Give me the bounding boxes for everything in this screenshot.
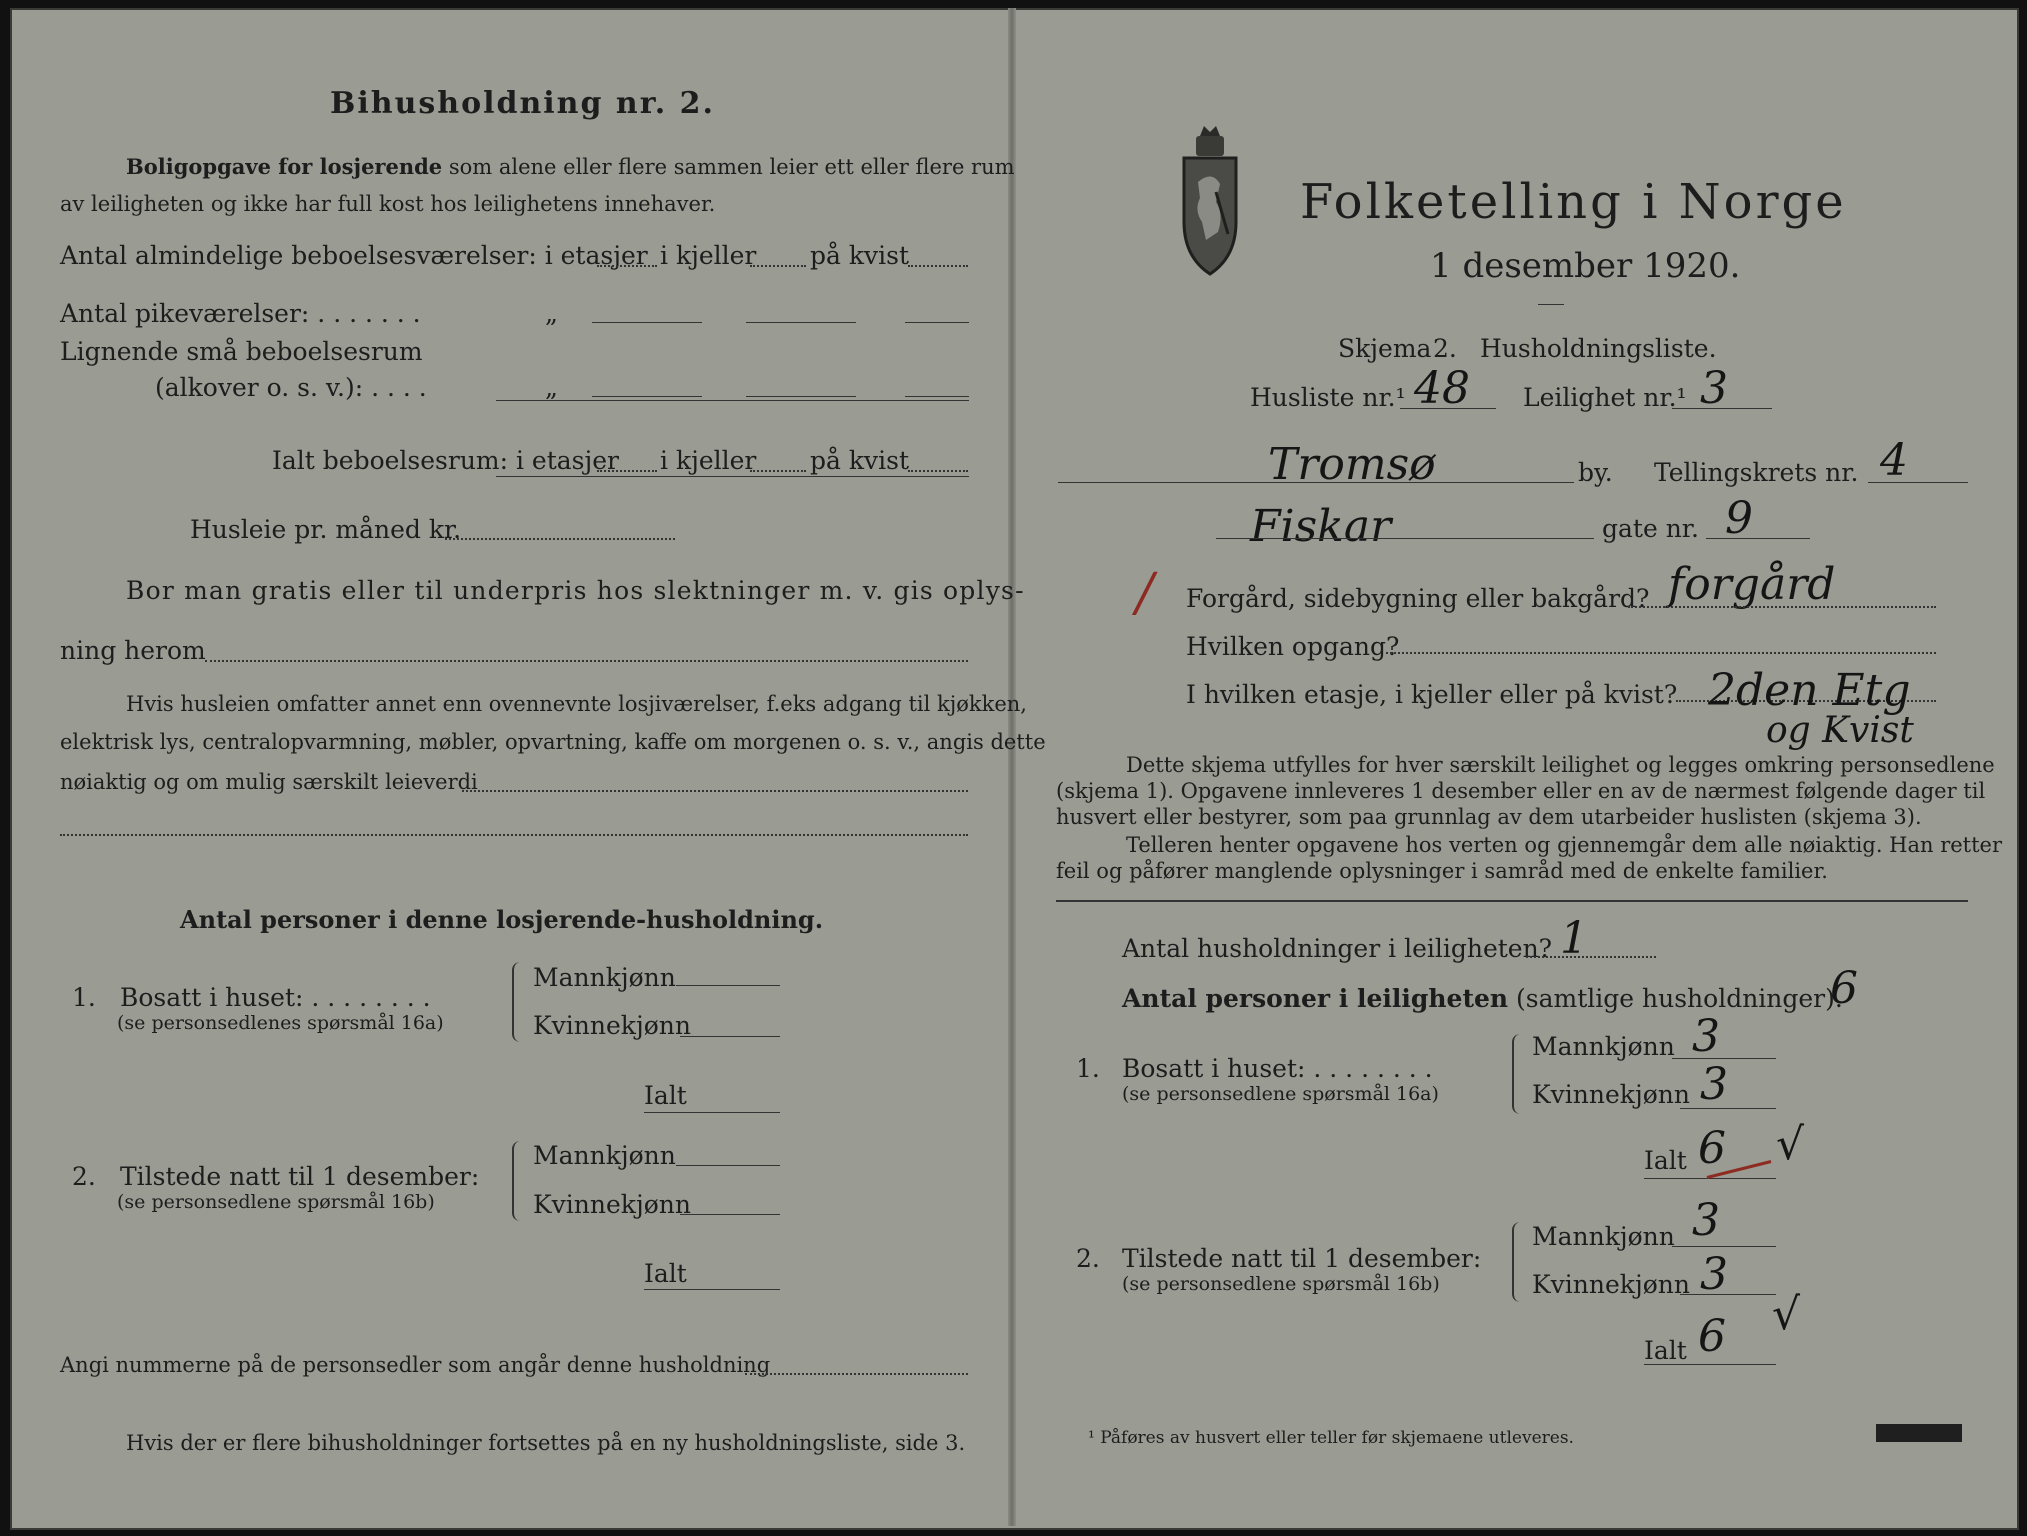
ialt-kjeller-field[interactable]	[750, 470, 806, 472]
tellingskrets-field[interactable]	[1868, 482, 1968, 483]
husliste-label: Husliste nr.¹	[1250, 383, 1406, 412]
skjema-suffix: Husholdningsliste.	[1480, 334, 1717, 363]
right-item2-check: √	[1772, 1289, 1801, 1340]
left-item2-num: 2.	[72, 1162, 96, 1191]
right-item2-sub: (se personsedlene spørsmål 16b)	[1122, 1273, 1440, 1295]
etasje-value-line-1: 2den Etg	[1708, 665, 1911, 716]
skjema-num: 2.	[1433, 334, 1457, 363]
rooms-label: Antal almindelige beboelsesværelser: i etasjer	[60, 241, 648, 270]
right-item1-kvinne-label: Kvinnekjønn	[1532, 1080, 1690, 1109]
lignende-field-1[interactable]	[592, 396, 702, 397]
antal-pers-value: 6	[1830, 963, 1858, 1014]
left-item1-ialt-label: Ialt	[644, 1081, 687, 1110]
right-item1-sub: (se personsedlene spørsmål 16a)	[1122, 1083, 1439, 1105]
left-item2-kvinne-label: Kvinnekjønn	[533, 1190, 691, 1219]
instr-line-1: Dette skjema utfylles for hver særskilt leilighet og legges omkring personsedlene	[1126, 753, 1995, 777]
left-item1-kvinne-label: Kvinnekjønn	[533, 1011, 691, 1040]
ialt-kvist-label: på kvist	[810, 446, 909, 475]
title-rule	[1538, 304, 1564, 305]
leilighet-field[interactable]	[1672, 408, 1772, 409]
right-item2-mann-label: Mannkjønn	[1532, 1222, 1675, 1251]
persons-heading: Antal personer i denne losjerende-husholdning.	[180, 905, 824, 934]
instr-line-2: (skjema 1). Opgavene innleveres 1 desember eller en av de nærmest følgende dager til	[1056, 779, 1986, 803]
instr-line-5: feil og påfører manglende oplysninger i samråd med de enkelte familier.	[1056, 859, 1828, 883]
angi-field[interactable]	[745, 1373, 968, 1375]
intro-bold: Boligopgave for losjerende	[126, 154, 443, 179]
right-item1-ialt-label: Ialt	[1644, 1146, 1687, 1175]
antal-pers-label: Antal personer i leiligheten	[1122, 984, 1509, 1013]
forgard-value: forgård	[1668, 559, 1836, 610]
margin-check-mark: /	[1136, 563, 1154, 623]
tellingskrets-label: Tellingskrets nr.	[1654, 458, 1859, 487]
left-item1-kvinne-field[interactable]	[680, 1036, 780, 1037]
ialt-underline	[496, 476, 969, 477]
antal-pers-sub: (samtlige husholdninger).	[1516, 984, 1843, 1013]
left-item2-label: Tilstede natt til 1 desember:	[120, 1162, 480, 1191]
ialt-kvist-field[interactable]	[908, 470, 968, 472]
right-item1-mann-label: Mannkjønn	[1532, 1032, 1675, 1061]
right-item2-kvinne-value: 3	[1700, 1249, 1728, 1300]
lignende-line-2: (alkover o. s. v.): . . . .	[155, 373, 427, 402]
rooms-kjeller-field[interactable]	[750, 265, 806, 267]
husleie-field[interactable]	[445, 538, 675, 540]
left-item1-label: Bosatt i huset: . . . . . . . .	[120, 983, 431, 1012]
right-item2-ialt-field[interactable]	[1644, 1364, 1776, 1365]
lignende-field-3[interactable]	[905, 396, 969, 397]
gate-label: gate nr.	[1602, 514, 1699, 543]
right-item2-kvinne-field[interactable]	[1680, 1294, 1776, 1295]
lignende-field-2[interactable]	[746, 396, 856, 397]
hvis-field-2[interactable]	[60, 834, 968, 836]
gratis-line-2: ning herom	[60, 636, 206, 665]
rooms-kjeller-label: i kjeller	[660, 241, 757, 270]
norwegian-coat-of-arms-icon	[1178, 122, 1242, 282]
printer-stamp	[1876, 1424, 1962, 1442]
right-item1-ialt-value: 6	[1698, 1123, 1726, 1174]
antal-hush-field[interactable]	[1526, 956, 1656, 958]
city-value: Tromsø	[1268, 439, 1436, 490]
left-item2-brace	[512, 1141, 524, 1221]
left-item2-mann-field[interactable]	[676, 1165, 780, 1166]
right-item2-mann-field[interactable]	[1672, 1246, 1776, 1247]
ialt-kjeller-label: i kjeller	[660, 446, 757, 475]
by-label: by.	[1578, 458, 1613, 487]
ialt-rooms-label: Ialt beboelsesrum: i etasjer	[272, 446, 620, 475]
right-title: Folketelling i Norge	[1300, 174, 1847, 230]
right-item1-check: √	[1776, 1119, 1805, 1170]
hvis-line-3: nøiaktig og om mulig særskilt leieverdi	[60, 770, 478, 794]
lignende-ditto: „	[545, 373, 558, 402]
right-item2-ialt-label: Ialt	[1644, 1336, 1687, 1365]
instr-rule	[1056, 900, 1968, 902]
angi-label: Angi nummerne på de personsedler som angår denne husholdning	[60, 1353, 771, 1377]
right-item2-mann-value: 3	[1692, 1195, 1720, 1246]
left-item1-mann-label: Mannkjønn	[533, 963, 676, 992]
opgang-field[interactable]	[1386, 652, 1936, 654]
pike-label: Antal pikeværelser: . . . . . . .	[60, 299, 421, 328]
hvis-line-1: Hvis husleien omfatter annet enn ovennevnte losjiværelser, f.eks adgang til kjøkken,	[126, 692, 1027, 716]
tellingskrets-value: 4	[1880, 435, 1908, 486]
lignende-underline	[496, 400, 969, 401]
page-fold	[1008, 8, 1016, 1526]
right-item1-kvinne-field[interactable]	[1680, 1108, 1776, 1109]
husliste-value: 48	[1414, 363, 1470, 414]
pike-field-1[interactable]	[592, 322, 702, 323]
instr-line-3: husvert eller bestyrer, som paa grunnlag av dem utarbeider huslisten (skjema 3).	[1056, 805, 1922, 829]
pike-ditto: „	[545, 299, 558, 328]
gratis-field[interactable]	[205, 660, 968, 662]
hvis-line-2: elektrisk lys, centralopvarmning, møbler, opvartning, kaffe om morgenen o. s. v., angis dette	[60, 730, 1046, 754]
husliste-field[interactable]	[1400, 408, 1496, 409]
left-item2-ialt-field[interactable]	[644, 1289, 780, 1290]
left-item2-sub: (se personsedlene spørsmål 16b)	[117, 1191, 435, 1213]
intro-line-1	[126, 154, 1015, 180]
right-item1-brace	[1512, 1034, 1524, 1114]
left-item1-num: 1.	[72, 983, 96, 1012]
pike-field-2[interactable]	[746, 322, 856, 323]
street-field[interactable]	[1216, 538, 1594, 539]
right-item2-ialt-value: 6	[1698, 1311, 1726, 1362]
right-item1-num: 1.	[1076, 1054, 1100, 1083]
left-item1-sub: (se personsedlenes spørsmål 16a)	[117, 1012, 444, 1034]
hvis-field[interactable]	[462, 790, 968, 792]
intro-line-2: av leiligheten og ikke har full kost hos leilighetens innehaver.	[60, 192, 716, 216]
left-item1-brace	[512, 962, 524, 1042]
right-item1-kvinne-value: 3	[1700, 1059, 1728, 1110]
right-item2-kvinne-label: Kvinnekjønn	[1532, 1270, 1690, 1299]
left-item1-ialt-field[interactable]	[644, 1112, 780, 1113]
gate-value: 9	[1725, 493, 1753, 544]
rooms-etasjer-field[interactable]	[597, 265, 657, 267]
leilighet-value: 3	[1700, 363, 1728, 414]
antal-hush-label: Antal husholdninger i leiligheten?	[1122, 934, 1553, 963]
left-item2-kvinne-field[interactable]	[680, 1214, 780, 1215]
right-item1-mann-value: 3	[1692, 1011, 1720, 1062]
etasje-value-line-2: og Kvist	[1766, 710, 1914, 751]
forgard-field[interactable]	[1628, 606, 1936, 608]
antal-pers-line	[1122, 984, 1843, 1014]
husleie-label: Husleie pr. måned kr.	[190, 515, 462, 544]
street-value: Fiskar	[1250, 501, 1392, 552]
pike-field-3[interactable]	[905, 322, 969, 323]
left-item2-ialt-label: Ialt	[644, 1259, 687, 1288]
intro-rest: som alene eller flere sammen leier ett eller flere rum	[448, 155, 1015, 179]
right-item2-label: Tilstede natt til 1 desember:	[1122, 1244, 1482, 1273]
forgard-label: Forgård, sidebygning eller bakgård?	[1186, 584, 1650, 613]
antal-hush-value: 1	[1560, 913, 1588, 964]
left-footer: Hvis der er flere bihusholdninger fortsettes på en ny husholdningsliste, side 3.	[126, 1431, 966, 1455]
opgang-label: Hvilken opgang?	[1186, 632, 1400, 661]
gate-field[interactable]	[1706, 538, 1810, 539]
leilighet-label: Leilighet nr.¹	[1523, 383, 1687, 412]
skjema-prefix: Skjema	[1338, 334, 1432, 363]
ialt-etasjer-field[interactable]	[597, 470, 657, 472]
city-field[interactable]	[1058, 482, 1574, 483]
left-item2-mann-label: Mannkjønn	[533, 1141, 676, 1170]
instr-line-4: Telleren henter opgavene hos verten og gjennemgår dem alle nøiaktig. Han retter	[1126, 833, 2003, 857]
etasje-label: I hvilken etasje, i kjeller eller på kvist?	[1186, 680, 1678, 709]
gratis-line-1: Bor man gratis eller til underpris hos slektninger m. v. gis oplys-	[126, 576, 1025, 605]
right-footnote: ¹ Påføres av husvert eller teller før skjemaene utleveres.	[1088, 1428, 1574, 1448]
left-title: Bihusholdning nr. 2.	[330, 86, 715, 121]
right-item2-brace	[1512, 1222, 1524, 1302]
rooms-kvist-field[interactable]	[908, 265, 968, 267]
right-item1-label: Bosatt i huset: . . . . . . . .	[1122, 1054, 1433, 1083]
right-date: 1 desember 1920.	[1430, 246, 1741, 286]
right-item2-num: 2.	[1076, 1244, 1100, 1273]
lignende-line-1: Lignende små beboelsesrum	[60, 337, 423, 366]
left-item1-mann-field[interactable]	[676, 985, 780, 986]
rooms-kvist-label: på kvist	[810, 241, 909, 270]
